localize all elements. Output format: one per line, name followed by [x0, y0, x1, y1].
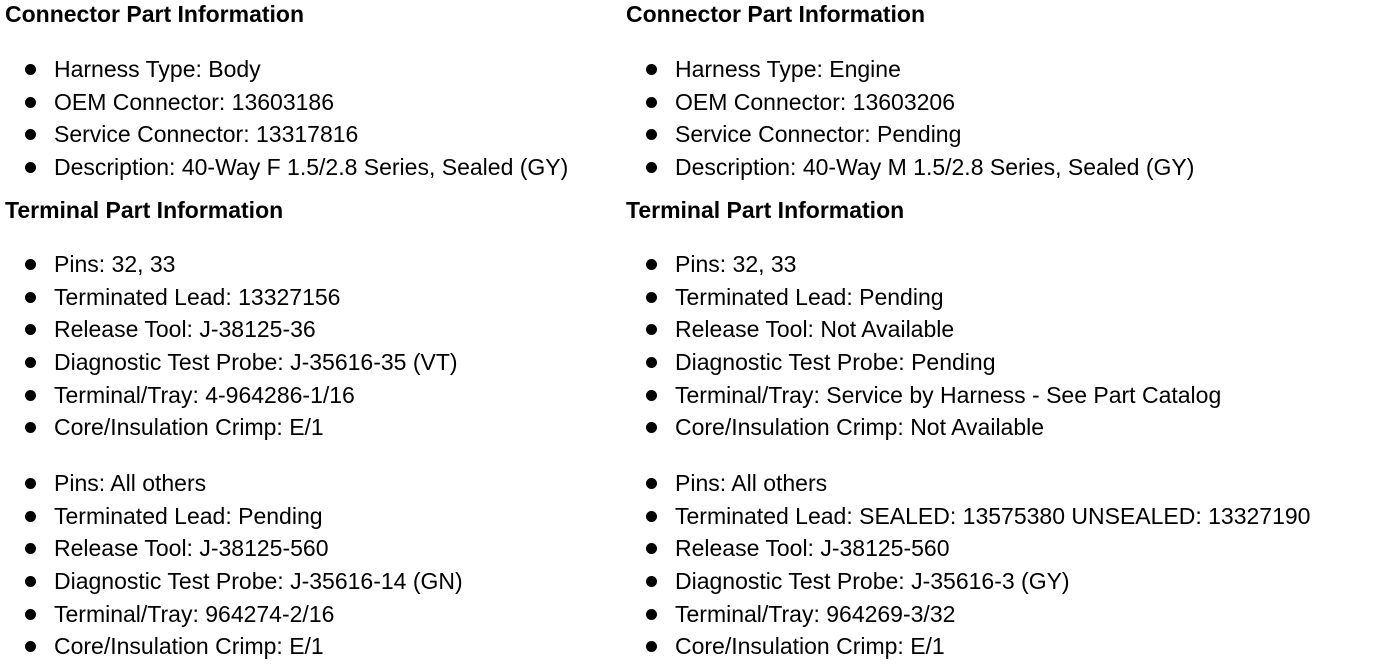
- bullet-icon: [25, 162, 36, 173]
- list-item: [5, 53, 568, 86]
- bullet-icon: [646, 259, 657, 270]
- item-text: Core/Insulation Crimp: E/1: [54, 414, 324, 441]
- bullet-icon: [25, 511, 36, 522]
- bullet-icon: [646, 357, 657, 368]
- bullet-icon: [25, 609, 36, 620]
- list-item: [5, 313, 458, 346]
- bullet-icon: [646, 576, 657, 587]
- list-item: [626, 118, 1194, 151]
- connector-part-list: [626, 53, 1194, 184]
- item-text: Core/Insulation Crimp: E/1: [54, 633, 324, 660]
- terminal-part-heading: Terminal Part Information: [626, 197, 905, 223]
- list-item: [626, 53, 1194, 86]
- bullet-icon: [646, 64, 657, 75]
- bullet-icon: [25, 259, 36, 270]
- item-text: Terminal/Tray: 4-964286-1/16: [54, 381, 355, 408]
- bullet-icon: [646, 543, 657, 554]
- bullet-icon: [646, 390, 657, 401]
- bullet-icon: [646, 292, 657, 303]
- item-text: Diagnostic Test Probe: J-35616-3 (GY): [675, 568, 1070, 595]
- list-item: [5, 379, 458, 412]
- item-text: Diagnostic Test Probe: Pending: [675, 349, 996, 376]
- list-item: [626, 532, 1310, 565]
- bullet-icon: [646, 641, 657, 652]
- bullet-icon: [646, 511, 657, 522]
- list-item: [626, 379, 1221, 412]
- list-item: [5, 151, 568, 184]
- list-item: [626, 86, 1194, 119]
- item-text: Pins: All others: [675, 470, 828, 496]
- connector-part-heading: Connector Part Information: [5, 1, 305, 27]
- list-item: [626, 500, 1310, 533]
- item-text: Pins: All others: [54, 470, 207, 496]
- item-text: Pins: 32, 33: [54, 251, 176, 277]
- list-item: [5, 346, 458, 379]
- list-item: [626, 565, 1310, 598]
- item-text: Terminal/Tray: 964274-2/16: [54, 600, 335, 627]
- list-item: [5, 598, 463, 631]
- bullet-icon: [25, 97, 36, 108]
- item-text: Release Tool: J-38125-560: [54, 535, 329, 562]
- bullet-icon: [25, 357, 36, 368]
- terminal-group-pins-all-others: [5, 467, 463, 663]
- bullet-icon: [25, 390, 36, 401]
- list-item: [5, 248, 458, 281]
- bullet-icon: [25, 576, 36, 587]
- list-item: [5, 86, 568, 119]
- item-text: OEM Connector: 13603186: [54, 88, 335, 115]
- item-text: Diagnostic Test Probe: J-35616-14 (GN): [54, 568, 463, 595]
- list-item: [626, 281, 1221, 314]
- list-item: [5, 281, 458, 314]
- bullet-icon: [25, 641, 36, 652]
- item-text: Release Tool: J-38125-36: [54, 316, 316, 343]
- list-item: [5, 118, 568, 151]
- item-text: Core/Insulation Crimp: Not Available: [675, 414, 1045, 441]
- list-item: [626, 248, 1221, 281]
- item-text: Harness Type: Engine: [675, 56, 901, 82]
- item-text: Pins: 32, 33: [675, 251, 797, 277]
- item-text: Terminal/Tray: Service by Harness - See Part Catalog: [675, 381, 1222, 408]
- bullet-icon: [25, 129, 36, 140]
- list-item: [5, 467, 463, 500]
- terminal-group-pins-32-33: [5, 248, 458, 444]
- item-text: Terminal/Tray: 964269-3/32: [675, 600, 956, 627]
- list-item: [626, 630, 1310, 663]
- item-text: Core/Insulation Crimp: E/1: [675, 633, 945, 660]
- item-text: Service Connector: 13317816: [54, 121, 359, 148]
- list-item: [626, 411, 1221, 444]
- item-text: Release Tool: Not Available: [675, 316, 955, 343]
- bullet-icon: [25, 478, 36, 489]
- item-text: OEM Connector: 13603206: [675, 88, 956, 115]
- bullet-icon: [646, 324, 657, 335]
- bullet-icon: [646, 97, 657, 108]
- list-item: [626, 467, 1310, 500]
- bullet-icon: [646, 478, 657, 489]
- item-text: Diagnostic Test Probe: J-35616-35 (VT): [54, 349, 458, 376]
- item-text: Release Tool: J-38125-560: [675, 535, 950, 562]
- item-text: Terminated Lead: Pending: [54, 502, 323, 529]
- list-item: [626, 346, 1221, 379]
- terminal-part-heading: Terminal Part Information: [5, 197, 284, 223]
- list-item: [5, 630, 463, 663]
- list-item: [5, 500, 463, 533]
- list-item: [626, 313, 1221, 346]
- bullet-icon: [25, 422, 36, 433]
- item-text: Description: 40-Way M 1.5/2.8 Series, Sealed (GY): [675, 154, 1195, 181]
- bullet-icon: [25, 292, 36, 303]
- list-item: [5, 565, 463, 598]
- item-text: Terminated Lead: SEALED: 13575380 UNSEALED: 13327190: [675, 502, 1311, 529]
- list-item: [5, 411, 458, 444]
- list-item: [5, 532, 463, 565]
- bullet-icon: [25, 543, 36, 554]
- item-text: Terminated Lead: 13327156: [54, 283, 341, 310]
- list-item: [626, 598, 1310, 631]
- bullet-icon: [646, 422, 657, 433]
- item-text: Service Connector: Pending: [675, 121, 962, 148]
- bullet-icon: [646, 609, 657, 620]
- terminal-group-pins-all-others: [626, 467, 1310, 663]
- bullet-icon: [25, 324, 36, 335]
- bullet-icon: [25, 64, 36, 75]
- terminal-group-pins-32-33: [626, 248, 1221, 444]
- connector-part-heading: Connector Part Information: [626, 1, 926, 27]
- connector-part-list: [5, 53, 568, 184]
- item-text: Terminated Lead: Pending: [675, 283, 944, 310]
- item-text: Description: 40-Way F 1.5/2.8 Series, Sealed (GY): [54, 154, 569, 181]
- list-item: [626, 151, 1194, 184]
- bullet-icon: [646, 162, 657, 173]
- bullet-icon: [646, 129, 657, 140]
- item-text: Harness Type: Body: [54, 56, 261, 82]
